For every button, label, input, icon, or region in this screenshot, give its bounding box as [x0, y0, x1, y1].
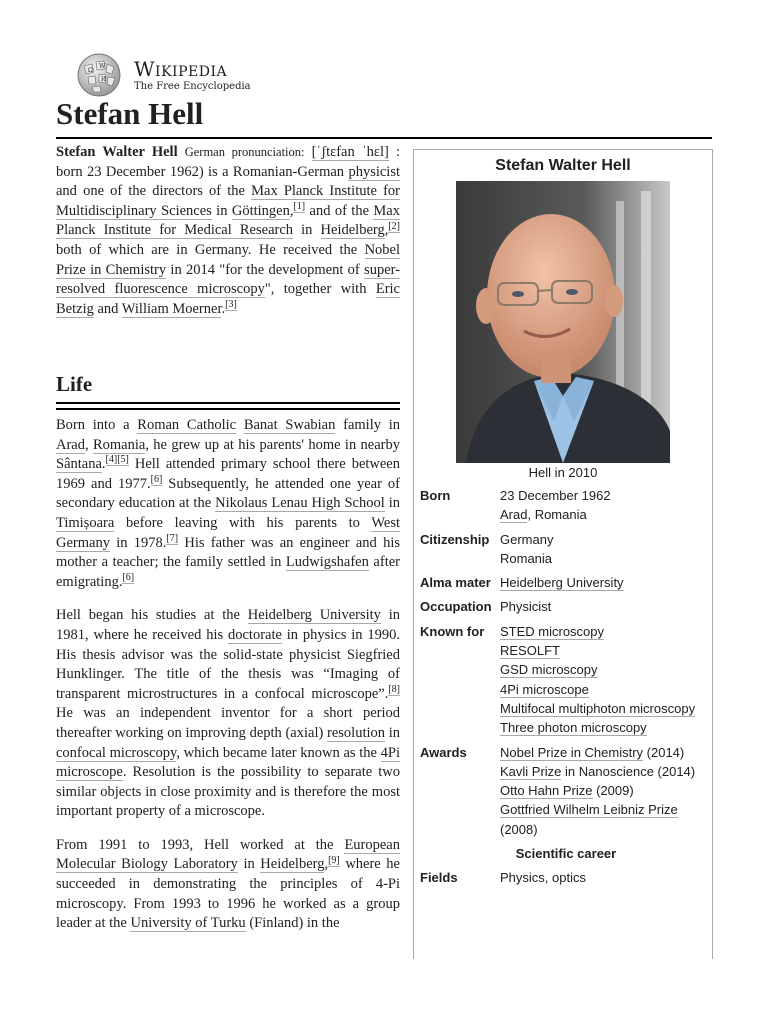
link-nobel[interactable]: Nobel Prize in Chemistry	[56, 241, 400, 278]
link-heidelberg[interactable]: Heidelberg	[320, 222, 385, 239]
life-paragraph-2	[56, 606, 400, 822]
link-betzig[interactable]: Eric Betzig	[56, 281, 400, 317]
text: in	[385, 724, 400, 741]
ref-link[interactable]: [1]	[293, 200, 306, 212]
title-divider	[56, 137, 712, 139]
life-section	[56, 416, 400, 956]
infobox-row-citizenship	[420, 528, 712, 572]
link-roman-catholic[interactable]: Roman Catholic	[137, 417, 237, 433]
pron-label: German pronunciation:	[184, 145, 305, 159]
link-heidelberg[interactable]: Heidelberg	[260, 856, 325, 873]
infobox-row-known-for	[420, 620, 712, 741]
infobox-label: Citizenship	[420, 531, 490, 547]
infobox-value	[500, 571, 712, 595]
text: before leaving with his parents to	[114, 514, 372, 531]
text: in	[293, 222, 321, 239]
link-multifocal[interactable]: Multifocal multiphoton microscopy	[500, 700, 696, 716]
citizenship-item: Germany	[500, 531, 554, 547]
link-ludwigshafen[interactable]: Ludwigshafen	[285, 554, 369, 571]
born-date: 23 December 1962	[500, 488, 611, 503]
section-divider	[56, 408, 400, 410]
life-paragraph-1	[56, 416, 400, 592]
link-santana[interactable]: Sântana	[56, 456, 102, 473]
infobox-label: Occupation	[420, 599, 492, 615]
lead-section	[56, 143, 400, 333]
infobox-row-awards	[420, 741, 712, 842]
link-gottingen[interactable]: Göttingen	[231, 202, 290, 219]
text: (2009)	[592, 783, 634, 799]
infobox-row-fields	[420, 866, 712, 890]
link-three-photon[interactable]: Three photon microscopy	[500, 720, 647, 736]
text: in 1981, where he received his	[56, 607, 400, 643]
ref-link[interactable]: [7]	[166, 532, 179, 544]
portrait-photo[interactable]	[456, 181, 670, 463]
link-gsd[interactable]: GSD microscopy	[500, 662, 598, 678]
text: : born 23 December 1962) is a Romanian-German	[56, 144, 400, 180]
text: ,	[324, 856, 329, 873]
ref-link[interactable]: [6]	[150, 473, 163, 485]
section-divider	[56, 402, 400, 404]
text: From 1991 to 1993, Hell worked at the	[56, 836, 345, 853]
link-moerner[interactable]: William Moerner	[121, 300, 222, 317]
wikipedia-logo[interactable]	[74, 52, 251, 98]
text: after emigrating.	[56, 554, 400, 590]
infobox-row-career-heading	[420, 842, 712, 866]
citizenship-item: Romania	[500, 550, 553, 566]
text: (2014)	[643, 744, 685, 760]
text: and one of the directors of the	[56, 183, 252, 200]
link-doctorate[interactable]: doctorate	[227, 626, 282, 643]
infobox-value	[500, 741, 712, 842]
infobox-value	[500, 484, 712, 528]
text: and	[93, 300, 122, 317]
infobox-value: Physicist	[500, 599, 552, 615]
link-confocal[interactable]: confocal microscopy	[56, 744, 177, 761]
text: ", together with	[264, 281, 376, 298]
link-mpi-mr[interactable]: Max Planck Institute for Medical Research	[56, 202, 400, 239]
text: in 2014 "for the development of	[166, 261, 365, 278]
ref-link[interactable]: [9]	[328, 854, 340, 866]
infobox-table	[420, 484, 712, 891]
link-resolution[interactable]: resolution	[327, 724, 386, 741]
text: in	[384, 495, 400, 512]
text: in 1978.	[109, 534, 167, 551]
ref-link[interactable]: [3]	[225, 298, 237, 310]
infobox-section-heading: Scientific career	[515, 846, 617, 862]
text: His father was an engineer and his mother a teacher; the family settled in	[56, 534, 400, 571]
link-romania[interactable]: Romania	[92, 436, 146, 453]
link-4pi[interactable]: 4Pi microscope	[56, 744, 400, 781]
text: Born into a	[56, 417, 138, 433]
svg-text:И: И	[101, 76, 107, 83]
link-resolft[interactable]: RESOLFT	[500, 643, 560, 659]
text: Hell attended primary school there between 1969 and 1977.	[56, 456, 400, 492]
svg-text:Ω: Ω	[88, 67, 93, 74]
text: in	[237, 856, 261, 873]
wordmark-title: Wikipedia	[134, 56, 228, 81]
text: ,	[85, 436, 93, 453]
text: He was an independent inventor for a short period thereafter working on improving depth (axial)	[56, 705, 400, 741]
link-4pi[interactable]: 4Pi microscope	[500, 681, 589, 697]
link-otto-hahn[interactable]: Otto Hahn Prize	[500, 783, 593, 799]
ref-link[interactable]: [6]	[122, 571, 135, 583]
link-timisoara[interactable]: Timișoara	[56, 514, 115, 531]
photo-caption: Hell in 2010	[528, 465, 598, 480]
infobox-row-born	[420, 484, 712, 528]
text: where he succeeded in demonstrating the principles of 4-Pi microscopy. From 1993 to 1996 he worked as a group leader at the	[56, 856, 400, 932]
text: (Finland) in the	[245, 915, 340, 932]
section-heading-life: Life	[56, 372, 93, 396]
text: in	[211, 202, 232, 219]
life-paragraph-3	[56, 836, 400, 934]
page-title: Stefan Hell	[56, 96, 204, 131]
text: in physics in 1990. His thesis advisor was the solid-state physicist Siegfried Hunklinger. The title of the thesis was “Imaging of transparent microstructures in a confocal microscope”.	[56, 626, 400, 702]
text: Subsequently, he attended one year of secondary education at the	[56, 475, 400, 512]
link-west-germany[interactable]: West Germany	[56, 514, 400, 551]
text	[236, 417, 244, 433]
link-srfm[interactable]: super-resolved fluorescence microscopy	[56, 261, 400, 298]
subject-name: Stefan Walter Hell	[56, 144, 178, 160]
text: family in	[335, 417, 400, 433]
link-heidelberg-university[interactable]: Heidelberg University	[500, 575, 624, 591]
link-kavli[interactable]: Kavli Prize	[500, 763, 562, 779]
text: and of the	[305, 202, 374, 219]
ref-link[interactable]: [8]	[388, 683, 400, 695]
text: in Nanoscience (2014)	[561, 763, 696, 779]
link-banat-swabian[interactable]: Banat Swabian	[243, 417, 336, 433]
link-leibniz[interactable]: Gottfried Wilhelm Leibniz Prize	[500, 802, 678, 818]
link-nikolaus-lenau[interactable]: Nikolaus Lenau High School	[215, 495, 385, 512]
ref-link[interactable]: [2]	[388, 220, 400, 232]
text: (2008)	[500, 821, 538, 837]
text: , which became later known as the	[176, 744, 381, 761]
link-physicist[interactable]: physicist	[348, 163, 400, 180]
ipa-link[interactable]: [ˈʃtɛfan ˈhɛl]	[311, 144, 389, 160]
link-heidelberg-university[interactable]: Heidelberg University	[247, 607, 381, 624]
ref-link[interactable]: [4][5]	[105, 454, 129, 466]
infobox-label: Awards	[420, 744, 467, 760]
wordmark-tagline: The Free Encyclopedia	[134, 80, 251, 92]
link-embl[interactable]: European Molecular Biology Laboratory	[56, 836, 400, 873]
svg-text:W: W	[99, 63, 106, 70]
infobox-row-alma-mater	[420, 571, 712, 595]
text: , he grew up at his parents' home in nearby	[145, 436, 400, 453]
text: both of which are in Germany. He received the	[56, 241, 365, 258]
link-arad[interactable]: Arad	[500, 507, 528, 523]
text: .	[221, 300, 226, 317]
link-nobel[interactable]: Nobel Prize in Chemistry	[500, 744, 644, 760]
infobox-value	[500, 528, 712, 572]
infobox-label: Known for	[420, 623, 485, 639]
infobox-row-occupation	[420, 595, 712, 619]
link-mpi-mbs[interactable]: Max Planck Institute for Multidisciplinary Sciences	[56, 183, 400, 219]
infobox-label: Born	[420, 488, 451, 503]
text: . Resolution is the possibility to separate two similar objects in close proximity and is therefore the most important property of a microscope.	[56, 764, 400, 820]
link-arad[interactable]: Arad	[56, 436, 85, 453]
infobox	[413, 149, 713, 959]
infobox-title: Stefan Walter Hell	[495, 157, 631, 174]
infobox-label: Fields	[420, 870, 458, 886]
text: , Romania	[527, 507, 587, 523]
link-turku[interactable]: University of Turku	[130, 915, 246, 932]
infobox-value: Physics, optics	[500, 870, 586, 886]
link-sted[interactable]: STED microscopy	[500, 623, 605, 639]
infobox-value	[500, 620, 712, 741]
text: .	[101, 456, 106, 473]
text: Hell began his studies at the	[56, 607, 248, 624]
lead-paragraph: Stefan Walter Hell German pronunciation: [ˈʃtɛfan ˈhɛl] : born 23 December 1962) is a Romanian-German physicist and one of the directors of the Max Planck Institute for Multidisciplinary Sciences in Göttingen,[1] and of the Max Planck Institute for Medical Research in Heidelberg,[2] both of which are in Germany. He received the Nobel Prize in Chemistry in 2014 "for the development of super-resolved fluorescence microscopy", together with Eric Betzig and William Moerner.[3]	[56, 144, 400, 317]
wikipedia-globe-icon	[74, 52, 124, 98]
infobox-label: Alma mater	[420, 575, 491, 591]
